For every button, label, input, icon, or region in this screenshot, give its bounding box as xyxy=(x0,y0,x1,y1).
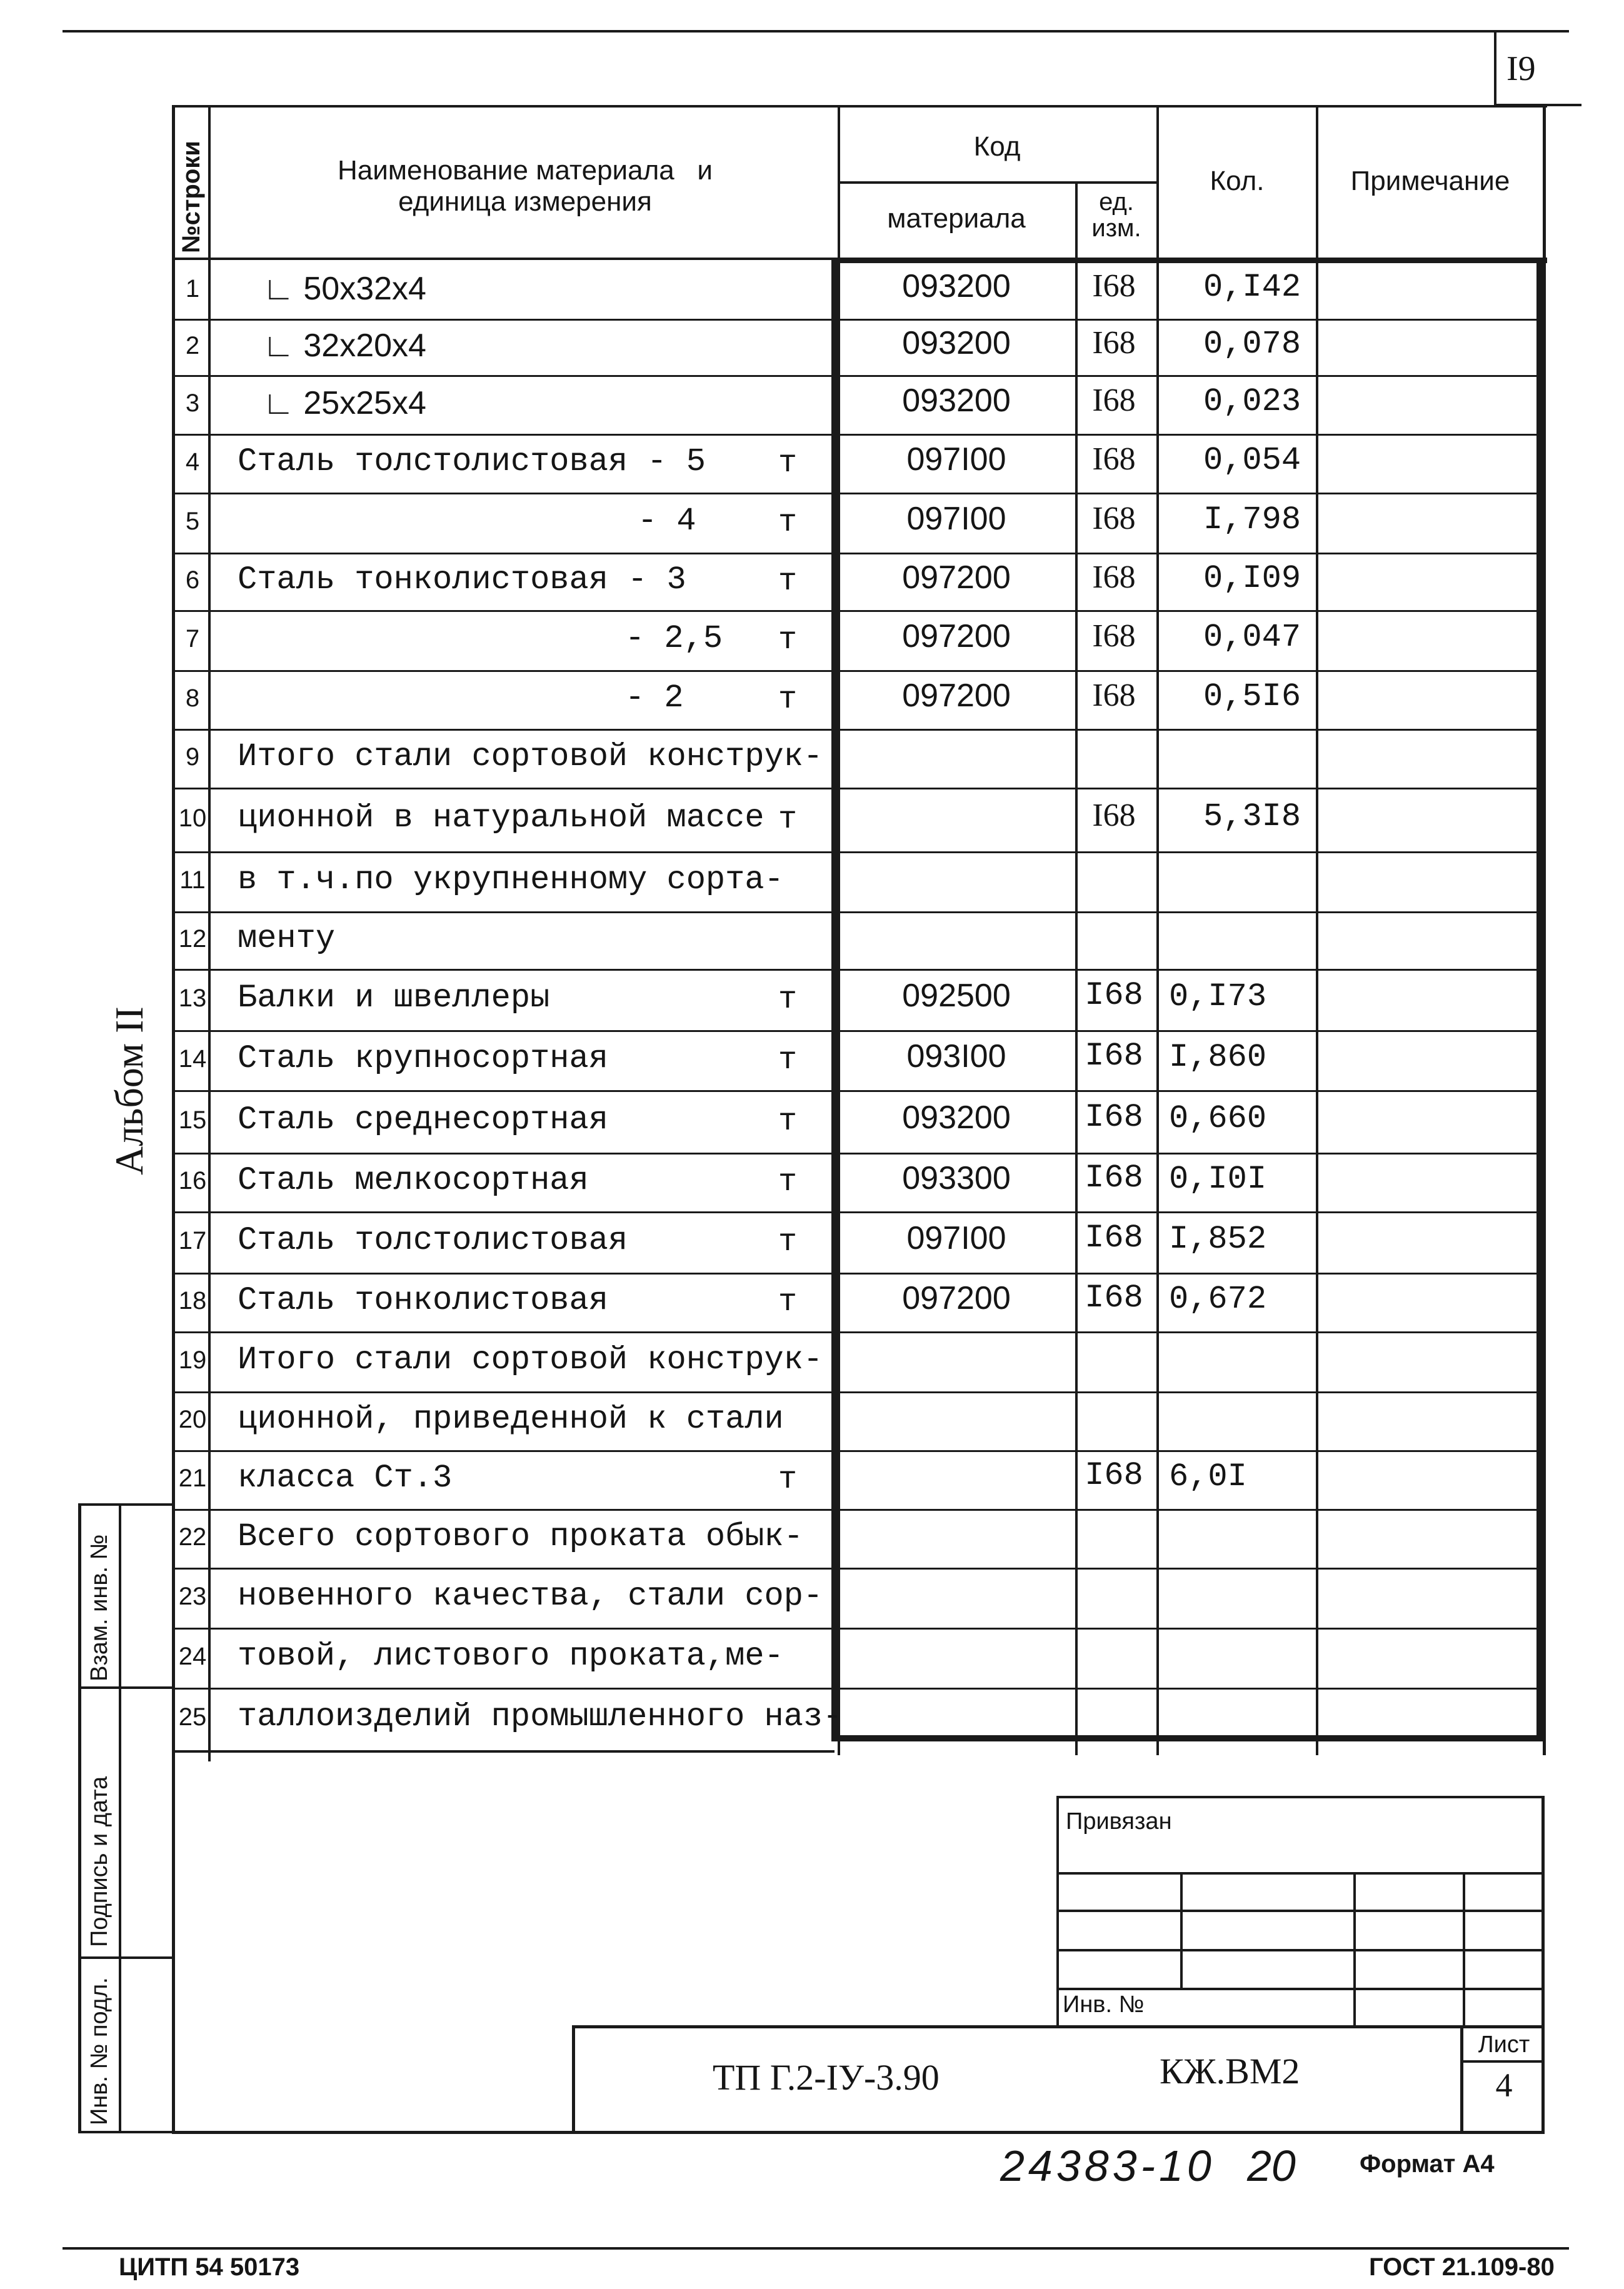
title-block-sheet-no: 4 xyxy=(1495,2066,1513,2104)
row-number: 6 xyxy=(185,566,200,594)
header-code-unit-line1: ед. xyxy=(1099,188,1134,216)
material-name: Всего сортового проката обык- xyxy=(238,1518,803,1555)
material-name: Сталь толстолистовая - 5 xyxy=(238,443,706,480)
material-name: в т.ч.по укрупненному сорта- xyxy=(238,861,784,898)
material-name: Сталь тонколистовая - 3 xyxy=(238,561,686,598)
row-separator xyxy=(172,493,1544,494)
title-block-grid-c1 xyxy=(1180,1872,1183,1990)
material-name: Балки и швеллеры xyxy=(238,979,550,1016)
quantity: 5,3I8 xyxy=(1203,798,1301,835)
header-name-line1: Наименование материала и xyxy=(337,155,713,186)
title-block-grid-c2 xyxy=(1353,1872,1356,2028)
unit-code: I68 xyxy=(1092,501,1136,536)
side-stamp-bottom xyxy=(78,2131,175,2133)
title-block-sheet-label: Лист xyxy=(1478,2031,1530,2058)
note-col-border xyxy=(1316,105,1318,1755)
unit-of-measure: т xyxy=(778,1165,798,1200)
material-name: ∟ 32x20x4 xyxy=(263,328,426,364)
qty-col-border xyxy=(1156,105,1159,1755)
material-name: Сталь среднесортная xyxy=(238,1101,608,1138)
row-separator xyxy=(172,851,1544,853)
row-number: 11 xyxy=(179,866,206,894)
unit-code: I68 xyxy=(1085,977,1143,1014)
quantity: I,852 xyxy=(1169,1221,1267,1258)
row-number: 25 xyxy=(178,1703,207,1731)
title-block-sheet-mid xyxy=(1460,2060,1544,2063)
material-name: Сталь крупносортная xyxy=(238,1040,608,1077)
quantity: 0,I09 xyxy=(1203,560,1301,597)
page-number: I9 xyxy=(1506,49,1536,88)
side-stamp-podpis: Подпись и дата xyxy=(86,1776,113,1947)
unit-code: I68 xyxy=(1092,268,1136,304)
material-name: менту xyxy=(238,920,336,957)
material-code: 093200 xyxy=(902,1099,1011,1136)
side-stamp-vzam: Взам. инв. № xyxy=(86,1534,113,1681)
table-top-border xyxy=(172,105,1547,108)
unit-code: I68 xyxy=(1085,1099,1143,1136)
side-stamp-sep1 xyxy=(78,1686,175,1689)
row-separator xyxy=(172,319,1544,321)
side-stamp-top xyxy=(78,1503,175,1506)
material-name: Итого стали сортовой конструк- xyxy=(238,1341,823,1378)
unit-of-measure: т xyxy=(778,505,798,541)
row-number: 5 xyxy=(185,508,200,535)
unit-of-measure: т xyxy=(778,1225,798,1260)
unit-of-measure: т xyxy=(778,1462,798,1498)
row-number: 20 xyxy=(178,1406,207,1433)
title-block-grid-r1 xyxy=(1056,1872,1544,1875)
title-block-grid-r3 xyxy=(1056,1949,1544,1951)
unit-code: I68 xyxy=(1092,618,1136,654)
material-name: - 2 xyxy=(625,679,684,716)
title-block-grid-c3 xyxy=(1463,1872,1465,2028)
quantity: 0,I0I xyxy=(1169,1161,1267,1198)
row-separator xyxy=(172,553,1544,554)
unit-code: I68 xyxy=(1092,559,1136,595)
top-rule xyxy=(63,30,1569,33)
row-number: 1 xyxy=(185,275,200,303)
unit-of-measure: т xyxy=(778,1043,798,1078)
row-separator xyxy=(172,610,1544,612)
material-code: 097200 xyxy=(902,1280,1011,1316)
row-separator xyxy=(172,434,1544,436)
row-separator xyxy=(172,1331,1544,1333)
material-code: 097200 xyxy=(902,678,1011,714)
material-code: 092500 xyxy=(902,978,1011,1014)
row-separator xyxy=(172,1628,1544,1630)
thick-data-frame-bottom xyxy=(831,1735,1546,1741)
row-separator xyxy=(172,788,1544,789)
title-block-bottom xyxy=(172,2131,1545,2134)
row-number: 18 xyxy=(178,1287,207,1315)
thick-data-frame-right xyxy=(1536,258,1543,1740)
side-stamp-divider xyxy=(119,1503,121,2133)
material-name: Сталь тонколистовая xyxy=(238,1282,608,1319)
unit-code: I68 xyxy=(1092,678,1136,713)
row-separator xyxy=(172,1509,1544,1511)
unit-of-measure: т xyxy=(778,564,798,599)
unit-of-measure: т xyxy=(778,623,798,658)
quantity: 0,660 xyxy=(1169,1100,1267,1137)
row-number: 8 xyxy=(185,684,200,712)
material-name: ционной в натуральной массе xyxy=(238,799,764,836)
quantity: 0,I73 xyxy=(1169,978,1267,1015)
unit-code: I68 xyxy=(1085,1280,1143,1316)
header-code-material: материала xyxy=(887,203,1026,234)
unit-code: I68 xyxy=(1085,1457,1143,1494)
unit-of-measure: т xyxy=(778,1104,798,1139)
thick-data-frame-left xyxy=(831,258,838,1740)
side-stamp-inv-podl: Инв. № подл. xyxy=(86,1977,113,2125)
row-separator xyxy=(172,670,1544,672)
material-name: класса Ст.3 xyxy=(238,1460,453,1496)
row-number: 14 xyxy=(178,1045,207,1073)
material-name: таллоизделий промышленного наз- xyxy=(238,1698,843,1735)
header-row-no: №строки xyxy=(178,141,205,253)
material-name: - 2,5 xyxy=(625,620,723,657)
row-number: 16 xyxy=(178,1167,207,1195)
row-separator xyxy=(172,729,1544,731)
row-number: 7 xyxy=(185,625,200,653)
row-separator xyxy=(172,1273,1544,1275)
title-block-doc-code: ТП Г.2-IУ-3.90 xyxy=(713,2057,940,2098)
quantity: 0,5I6 xyxy=(1203,678,1301,715)
header-note: Примечание xyxy=(1350,166,1510,196)
title-block-inv-no: Инв. № xyxy=(1063,1991,1145,2018)
material-code: 097200 xyxy=(902,559,1011,596)
material-code: 093200 xyxy=(902,383,1011,419)
row-separator xyxy=(172,1450,1544,1452)
material-code: 093200 xyxy=(902,268,1011,304)
album-label: Альбом II xyxy=(107,1006,151,1175)
row-number: 2 xyxy=(185,332,200,359)
material-code: 097I00 xyxy=(906,1220,1006,1256)
unit-code: I68 xyxy=(1085,1160,1143,1196)
header-code-unit-line2: изм. xyxy=(1091,214,1141,242)
side-stamp-left-border xyxy=(78,1503,81,2133)
title-block-sheet-left xyxy=(1460,2025,1463,2133)
table-bottom-rule xyxy=(172,1750,835,1753)
unit-of-measure: т xyxy=(778,446,798,481)
format-label: Формат А4 xyxy=(1360,2150,1495,2178)
title-block-doc-mark: КЖ.ВМ2 xyxy=(1160,2051,1300,2091)
material-code: 093300 xyxy=(902,1160,1011,1196)
material-name: Сталь мелкосортная xyxy=(238,1162,589,1199)
table-right-border xyxy=(1543,105,1546,1755)
material-name: ∟ 25x25x4 xyxy=(263,385,426,421)
material-code: 097I00 xyxy=(906,501,1006,537)
row-number: 19 xyxy=(178,1346,207,1374)
quantity: 0,023 xyxy=(1203,383,1301,420)
unit-of-measure: т xyxy=(778,682,798,718)
row-number: 9 xyxy=(185,743,200,771)
material-name: Итого стали сортовой конструк- xyxy=(238,738,823,775)
title-block-grid-r2 xyxy=(1056,1910,1544,1912)
material-name: Сталь толстолистовая xyxy=(238,1222,628,1259)
unit-code: I68 xyxy=(1092,383,1136,418)
title-block-main-left xyxy=(572,2025,575,2133)
material-name: товой, листового проката,ме- xyxy=(238,1638,784,1675)
row-separator xyxy=(172,911,1544,913)
unit-code: I68 xyxy=(1092,441,1136,477)
quantity: 0,672 xyxy=(1169,1281,1267,1318)
material-code: 093200 xyxy=(902,325,1011,361)
title-block-main-top xyxy=(572,2025,1544,2028)
row-separator xyxy=(172,1391,1544,1393)
row-separator xyxy=(172,1153,1544,1155)
gost-label: ГОСТ 21.109-80 xyxy=(1369,2253,1555,2281)
row-number: 17 xyxy=(178,1227,207,1255)
row-number: 22 xyxy=(178,1523,207,1551)
row-separator xyxy=(172,1211,1544,1213)
row-number: 15 xyxy=(178,1106,207,1134)
row-number: 21 xyxy=(178,1465,207,1492)
left-code: ЦИТП 54 50173 xyxy=(119,2253,300,2281)
row-number: 23 xyxy=(178,1583,207,1610)
material-name: ционной, приведенной к стали xyxy=(238,1401,784,1438)
title-block-privyazan: Привязан xyxy=(1066,1808,1172,1835)
title-block-privyazan-top xyxy=(1056,1796,1544,1798)
material-code: 093I00 xyxy=(906,1038,1006,1074)
row-separator xyxy=(172,1090,1544,1092)
material-code: 097I00 xyxy=(906,441,1006,478)
quantity: 0,054 xyxy=(1203,442,1301,479)
header-qty: Кол. xyxy=(1210,166,1265,196)
row-separator xyxy=(172,969,1544,971)
unit-code: I68 xyxy=(1092,798,1136,833)
handwritten-page-number: 20 xyxy=(1247,2141,1296,2190)
row-number: 12 xyxy=(178,925,207,953)
row-number: 13 xyxy=(178,984,207,1012)
row-number: 10 xyxy=(178,804,207,832)
unit-code: I68 xyxy=(1085,1038,1143,1074)
row-number: 24 xyxy=(178,1643,207,1670)
quantity: 0,047 xyxy=(1203,619,1301,656)
row-separator xyxy=(172,1688,1544,1690)
material-name: ∟ 50x32x4 xyxy=(263,271,426,307)
quantity: I,798 xyxy=(1203,501,1301,538)
unit-of-measure: т xyxy=(778,982,798,1018)
quantity: 0,078 xyxy=(1203,326,1301,363)
unit-of-measure: т xyxy=(778,1285,798,1320)
title-block-grid-r4 xyxy=(1056,1988,1544,1990)
material-name: - 4 xyxy=(638,503,696,539)
header-code: Код xyxy=(973,131,1021,162)
unit-of-measure: т xyxy=(778,802,798,838)
unit-code: I68 xyxy=(1085,1220,1143,1256)
handwritten-archive-number: 24383-10 xyxy=(1000,2141,1215,2190)
page-number-divider xyxy=(1494,31,1496,106)
unit-code: I68 xyxy=(1092,325,1136,361)
quantity: I,860 xyxy=(1169,1039,1267,1076)
header-name-line2: единица измерения xyxy=(398,186,652,217)
side-stamp-sep2 xyxy=(78,1956,175,1959)
bottom-rule xyxy=(63,2247,1569,2250)
material-name: новенного качества, стали сор- xyxy=(238,1578,823,1615)
row-number: 3 xyxy=(185,389,200,417)
row-separator xyxy=(172,375,1544,377)
material-code: 097200 xyxy=(902,618,1011,654)
thick-data-frame-top xyxy=(835,258,1547,263)
code-subheader-rule xyxy=(838,181,1158,184)
quantity: 0,I42 xyxy=(1203,269,1301,306)
quantity: 6,0I xyxy=(1169,1458,1247,1495)
row-separator xyxy=(172,1030,1544,1032)
row-number: 4 xyxy=(185,448,200,476)
row-separator xyxy=(172,1568,1544,1570)
